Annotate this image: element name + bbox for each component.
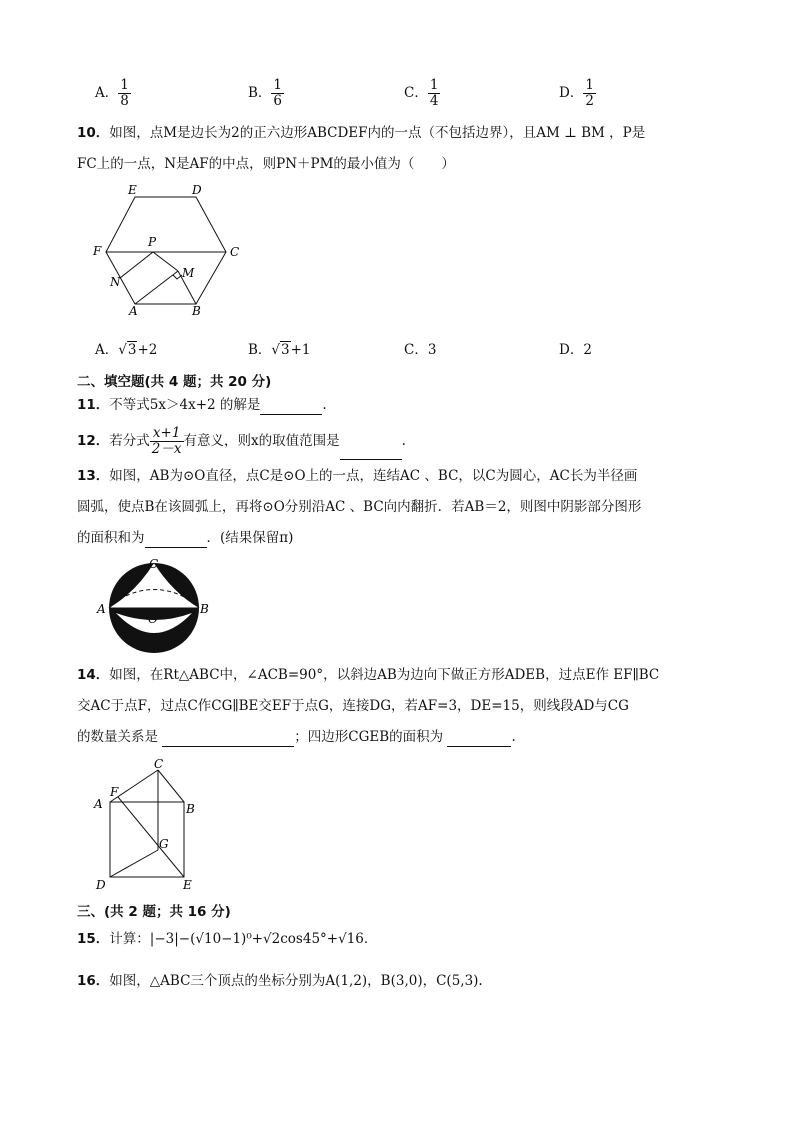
hexagon-shape (106, 197, 226, 304)
q14-answer-blank-2[interactable] (447, 728, 511, 747)
svg-text:F: F (110, 785, 119, 799)
svg-text:B: B (186, 802, 195, 816)
q13-line3: 的面积和为 ．(结果保留π) (77, 530, 294, 546)
q10-option-d: D．2 (559, 342, 592, 358)
right-angle-mark (173, 275, 182, 279)
svg-text:B: B (200, 602, 209, 616)
segment-fe (118, 797, 184, 877)
svg-text:D: D (192, 183, 202, 197)
svg-text:A: A (97, 602, 106, 616)
q13-line1: 13．如图，AB为⊙O直径，点C是⊙O上的一点，连结AC 、BC，以C为圆心，AC长为半径画 (77, 468, 638, 484)
circle-fold-figure (96, 557, 216, 653)
q12-answer-blank[interactable] (340, 423, 402, 460)
q11: 11．不等式5x＞4x+2 的解是 . (77, 397, 327, 413)
svg-text:B: B (192, 304, 201, 317)
q9-option-b: B． $\frac{1}{6}$ (248, 77, 283, 109)
q14-line2: 交AC于点F，过点C作CG∥BE交EF于点G，连接DG，若AF=3，DE=15，则线段AD与CG (77, 698, 629, 714)
section-2-heading: 二、填空题(共 4 题；共 20 分) (77, 374, 272, 390)
q9-option-d: D． $\frac{1}{2}$ (559, 77, 594, 109)
q10-option-b: B．√3+1 (248, 342, 311, 358)
q10-line1: 10．如图，点M是边长为2的正六边形ABCDEF内的一点（不包括边界），且AM ⊥ BM ，P是 (77, 125, 646, 141)
q16: 16．如图，△ABC三个顶点的坐标分别为A(1,2)，B(3,0)，C(5,3). (77, 973, 483, 989)
q14-line3: 的数量关系是 ；四边形CGEB的面积为 . (77, 729, 516, 745)
q15: 15．计算：|−3|−(√10−1)⁰+√2cos45°+√16． (77, 931, 378, 947)
segment-am (135, 271, 178, 304)
svg-text:A: A (129, 304, 138, 317)
square-triangle-figure (90, 758, 205, 893)
q12: 12．若分式 $\frac{x+1}{2-x}$ 有意义，则x的取值范围是 . (77, 423, 406, 460)
svg-text:F: F (93, 244, 102, 258)
q10-option-c: C．3 (404, 342, 437, 358)
svg-text:P: P (148, 235, 157, 249)
svg-text:N: N (110, 275, 121, 289)
q13-answer-blank[interactable] (145, 529, 207, 548)
square-adeb (110, 802, 184, 877)
hexagon-figure (88, 182, 248, 317)
svg-text:C: C (149, 557, 159, 571)
q14-answer-blank-1[interactable] (162, 728, 294, 747)
svg-text:C: C (230, 245, 240, 259)
svg-text:E: E (128, 183, 137, 197)
q9-option-a: A． $\frac{1}{8}$ (95, 77, 129, 109)
segment-pm (153, 252, 178, 271)
svg-text:O: O (148, 612, 158, 626)
svg-text:G: G (159, 837, 169, 851)
svg-text:A: A (94, 797, 103, 811)
q9-option-c: C． $\frac{1}{4}$ (404, 77, 439, 109)
q10-line2: FC上的一点，N是AF的中点，则PN＋PM的最小值为（ ） (77, 156, 455, 172)
q11-answer-blank[interactable] (260, 396, 322, 415)
segment-cb (158, 770, 184, 802)
section-3-heading: 三、(共 2 题；共 16 分) (77, 904, 231, 920)
svg-text:C: C (154, 758, 164, 771)
q14-line1: 14．如图，在Rt△ABC中，∠ACB=90°，以斜边AB为边向下做正方形ADEB，过点E作 EF∥BC (77, 667, 660, 683)
segment-np (120, 252, 153, 278)
svg-text:D: D (96, 878, 106, 892)
segment-dg (110, 850, 158, 877)
svg-text:M: M (182, 266, 195, 280)
q13-line2: 圆弧，使点B在该圆弧上，再将⊙O分别沿AC 、BC向内翻折．若AB＝2，则图中阴影部分图形 (77, 499, 642, 515)
q10-option-a: A．√3+2 (95, 342, 158, 358)
svg-text:E: E (183, 878, 192, 892)
